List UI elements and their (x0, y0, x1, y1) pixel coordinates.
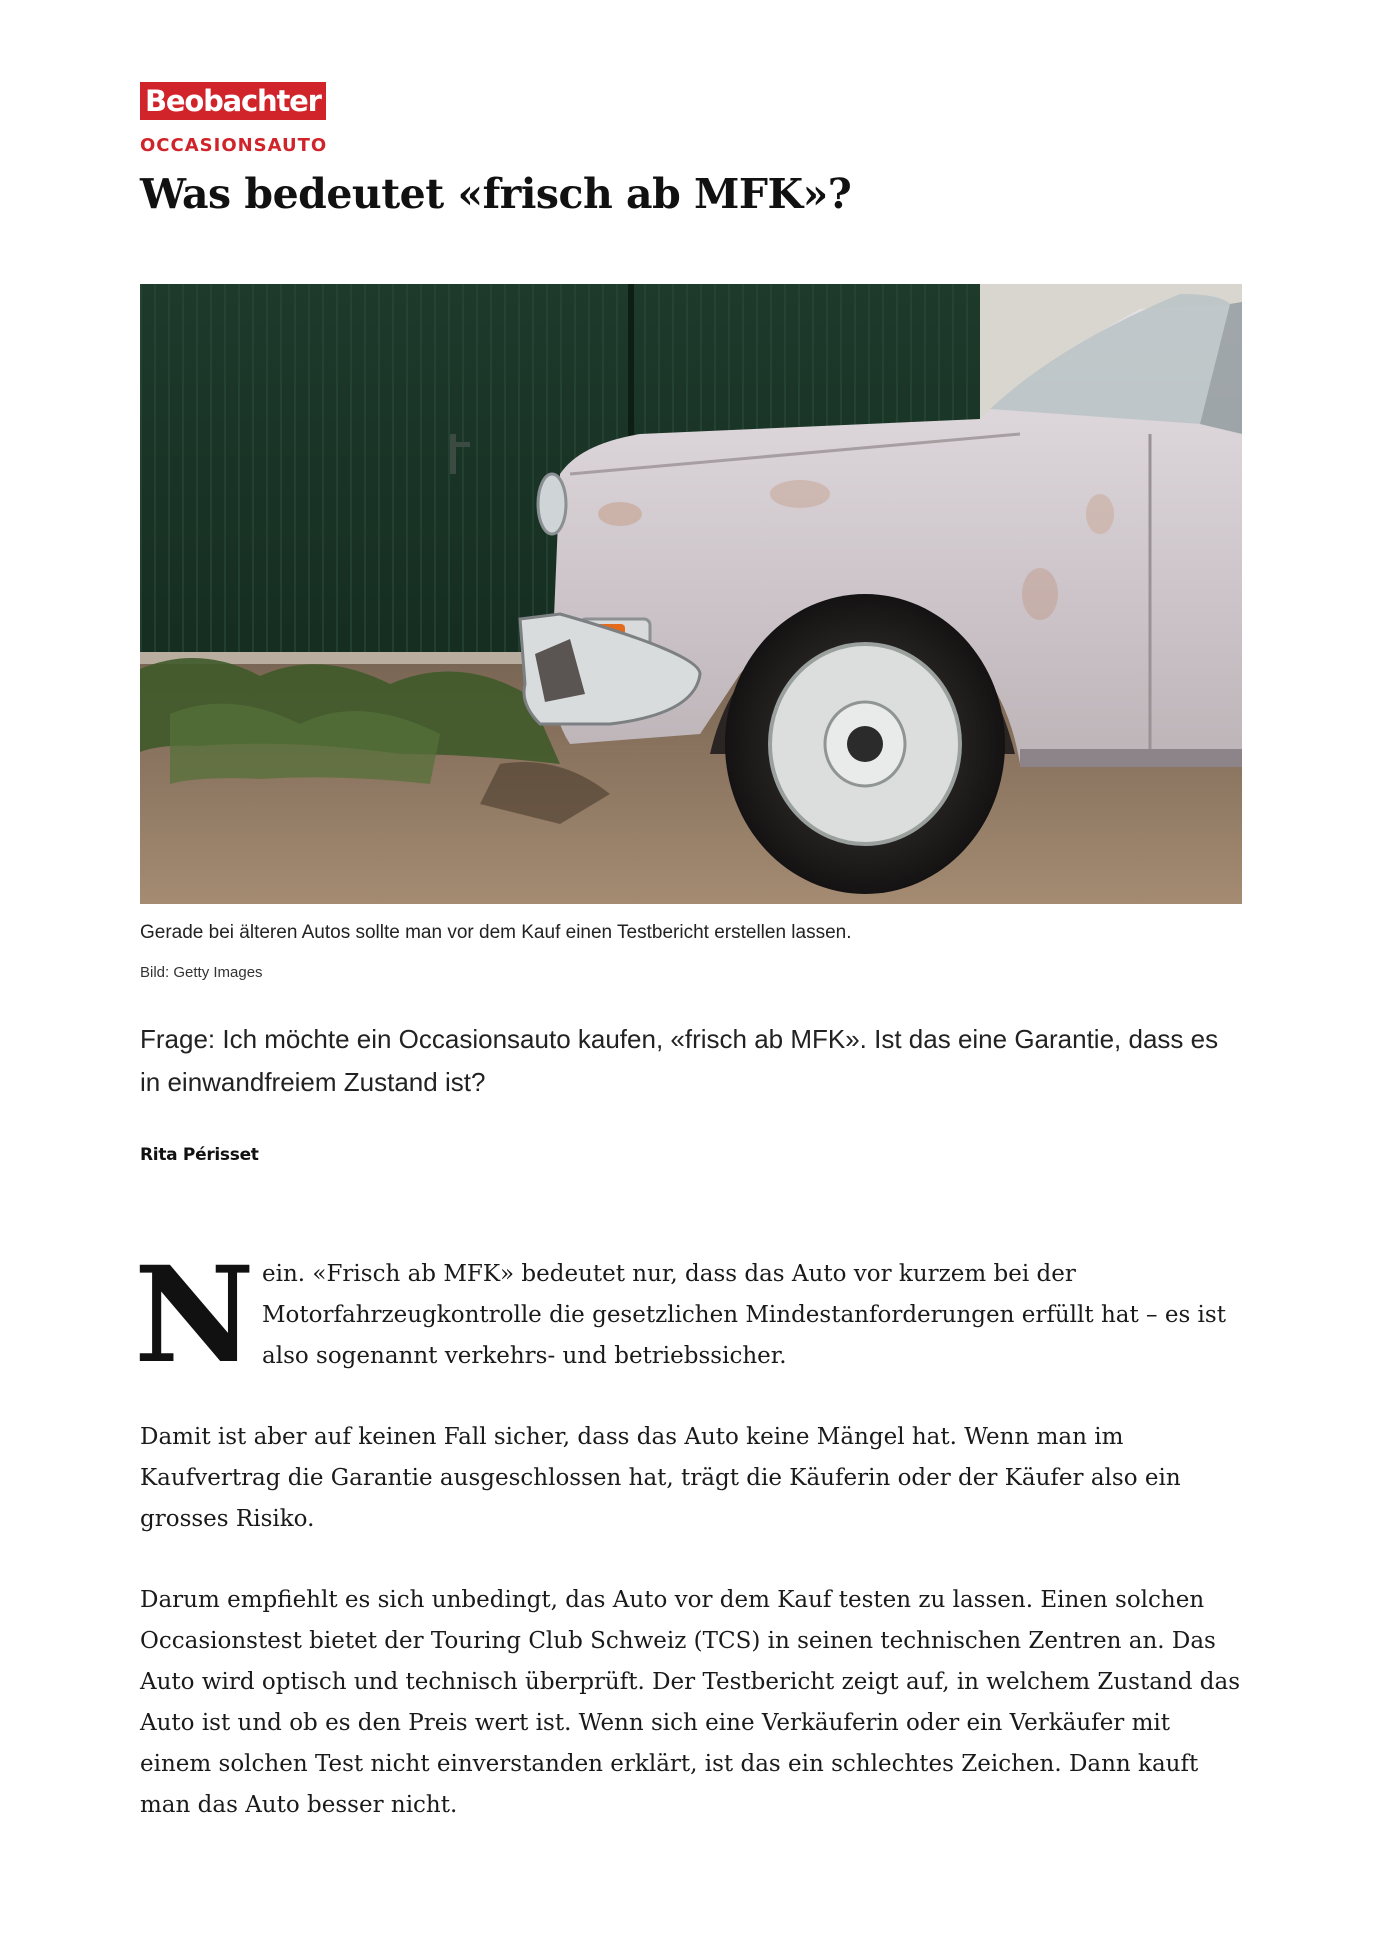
article-title: Was bedeutet «frisch ab MFK»? (140, 170, 852, 218)
beobachter-logo[interactable]: Beobachter (140, 82, 326, 120)
image-caption: Gerade bei älteren Autos sollte man vor dem Kauf einen Testbericht erstellen lassen. (140, 922, 852, 943)
article-page (134, 82, 1242, 1818)
article-body (134, 1238, 1242, 1826)
first-paragraph (134, 1238, 1242, 1393)
old-white-car-photo (140, 284, 1242, 904)
author-name[interactable]: Rita Périsset (140, 1145, 259, 1165)
paragraph-1: ein. «Frisch ab MFK» bedeutet nur, dass das Auto vor kurzem bei der Motorfahrzeugkontrolle die gesetzlichen Mindestanforderungen erfüllt hat – es ist also sogenannt verkehrs- und betriebssicher. (262, 1261, 1226, 1369)
article-lead: Frage: Ich möchte ein Occasionsauto kaufen, «frisch ab MFK». Ist das eine Garantie, dass es in einwandfreiem Zustand ist? (140, 1024, 1219, 1097)
paragraph-2: Damit ist aber auf keinen Fall sicher, dass das Auto keine Mängel hat. Wenn man im Kaufvertrag die Garantie ausgeschlossen hat, trägt die Käuferin oder der Käufer also ein grosses Risiko. (140, 1424, 1181, 1532)
drop-cap: N (134, 1238, 251, 1393)
hero-image (140, 284, 1242, 904)
paragraph-3: Darum empfiehlt es sich unbedingt, das Auto vor dem Kauf testen zu lassen. Einen solchen Occasionstest bietet der Touring Club Schweiz (TCS) in seinen technischen Zentren an. Das Auto wird optisch und technisch überprüft. Der Testbericht zeigt auf, in welchem Zustand das Auto ist und ob es den Preis wert ist. Wenn sich eine Verkäuferin oder ein Verkäufer mit einem solchen Test nicht einverstanden erklärt, ist das ein schlechtes Zeichen. Dann kauft man das Auto besser nicht. (140, 1587, 1241, 1818)
image-credit: Bild: Getty Images (140, 964, 263, 981)
article-kicker: OCCASIONSAUTO (140, 135, 328, 156)
